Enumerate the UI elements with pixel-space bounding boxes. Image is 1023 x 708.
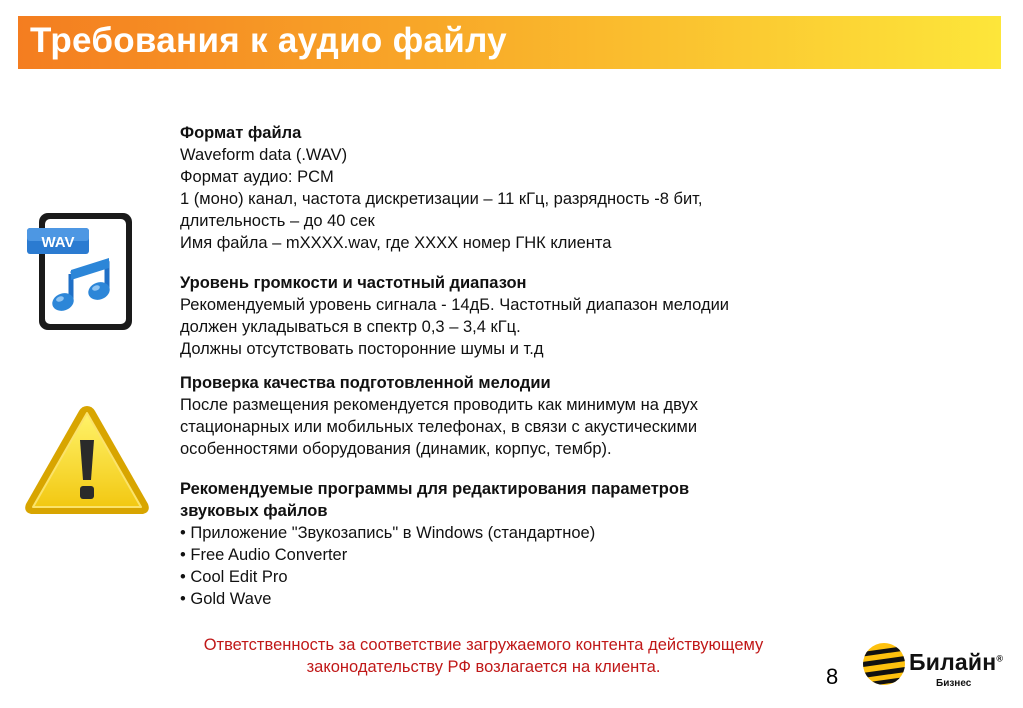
section-volume	[180, 272, 900, 360]
wav-label: WAV	[41, 234, 75, 251]
section-volume-title: Уровень громкости и частотный диапазон	[180, 274, 527, 292]
page-title: Требования к аудио файлу	[30, 21, 507, 60]
section-programs-title: Рекомендуемые программы для редактирования параметров	[180, 480, 690, 498]
quality-line: стационарных или мобильных телефонах, в связи с акустическими	[180, 418, 698, 436]
section-programs-title: звуковых файлов	[180, 502, 328, 520]
section-quality	[180, 372, 900, 460]
format-line: 1 (моно) канал, частота дискретизации – 11 кГц, разрядность -8 бит,	[180, 190, 703, 208]
beeline-logo	[862, 640, 1004, 700]
section-format	[180, 122, 900, 254]
beeline-ball-icon	[862, 640, 906, 688]
format-line: Waveform data (.WAV)	[180, 146, 348, 164]
section-programs	[180, 478, 900, 610]
registered-mark: ®	[996, 653, 1004, 664]
volume-line: должен укладываться в спектр 0,3 – 3,4 кГц.	[180, 318, 521, 336]
notice-line: Ответственность за соответствие загружаемого контента действующему	[203, 636, 764, 654]
format-line: Имя файла – mXXXX.wav, где XXXX номер ГНК клиента	[180, 234, 612, 252]
program-item: • Cool Edit Pro	[180, 566, 900, 588]
logo-name	[909, 649, 1003, 676]
audio-file-icon	[25, 208, 137, 334]
volume-line: Должны отсутствовать посторонние шумы и т.д	[180, 340, 544, 358]
program-item: • Приложение "Звукозапись" в Windows (стандартное)	[180, 522, 900, 544]
section-quality-title: Проверка качества подготовленной мелодии	[180, 374, 551, 392]
title-bar	[18, 16, 1001, 69]
program-item: • Gold Wave	[180, 588, 900, 610]
logo-subtitle: Бизнес	[936, 678, 972, 689]
quality-line: После размещения рекомендуется проводить как минимум на двух	[180, 396, 699, 414]
responsibility-notice	[120, 634, 847, 678]
page-number: 8	[826, 664, 839, 689]
program-item: • Free Audio Converter	[180, 544, 900, 566]
notice-line: законодательству РФ возлагается на клиента.	[306, 658, 661, 676]
format-line: Формат аудио: PCM	[180, 168, 334, 186]
quality-line: особенностями оборудования (динамик, корпус, тембр).	[180, 440, 612, 458]
volume-line: Рекомендуемый уровень сигнала - 14дБ. Частотный диапазон мелодии	[180, 296, 730, 314]
format-line: длительность – до 40 сек	[180, 212, 375, 230]
section-format-title: Формат файла	[180, 124, 302, 142]
warning-icon	[22, 402, 152, 518]
logo-text: Билайн	[909, 649, 997, 675]
requirements-content	[180, 122, 900, 610]
